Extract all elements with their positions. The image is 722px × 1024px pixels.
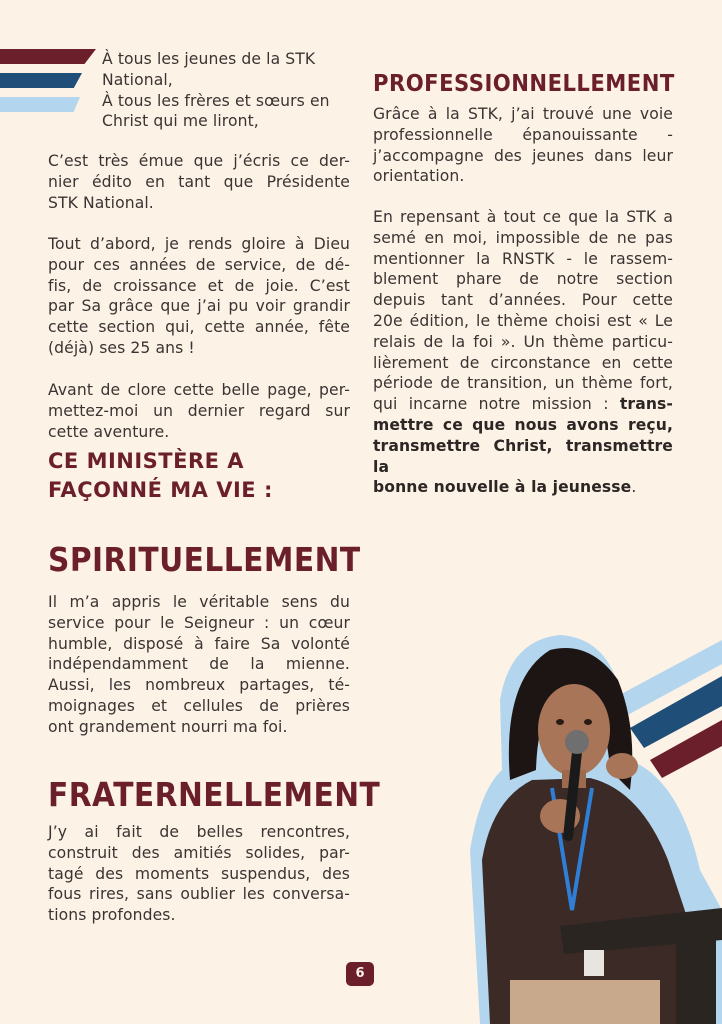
- text-line: semé en moi, impossible de ne pas: [373, 228, 673, 247]
- bold-fragment: trans-: [619, 395, 673, 414]
- text-line: lièrement de circonstance en cette: [373, 353, 673, 372]
- podium-leg: [676, 940, 716, 1024]
- text-line: cette section qui, cette année, fête: [48, 318, 350, 337]
- text-line-mixed: [373, 477, 673, 498]
- ministry-heading: [48, 447, 350, 505]
- professionnellement-text: [373, 104, 673, 187]
- text-line: moignages et cellules de prières: [48, 696, 350, 715]
- text-line: En repensant à tout ce que la STK a: [373, 208, 673, 226]
- pants: [510, 980, 660, 1024]
- greeting-line: Christ qui me liront,: [102, 112, 259, 131]
- greeting: [102, 49, 352, 132]
- speaker-photo: [440, 620, 722, 1024]
- text-line: relais de la foi ». Un thème particu-: [373, 332, 673, 351]
- text-line: construit des amitiés solides, par-: [48, 843, 350, 862]
- intro-paragraph-3: [48, 380, 350, 442]
- text-line: cette aventure.: [48, 422, 170, 441]
- text-line: Avant de clore cette belle page, per-: [48, 381, 350, 399]
- text-line: j’accompagne des jeunes dans leur: [373, 146, 673, 165]
- text-line: par Sa grâce que j’ai pu voir grandir: [48, 297, 350, 316]
- text-line: J’y ai fait de belles rencontres,: [48, 823, 350, 841]
- text-line: Aussi, les nombreux partages, té-: [48, 676, 350, 695]
- hand-right: [606, 753, 638, 779]
- deco-stripe-lightblue: [0, 97, 80, 112]
- text-line: Tout d’abord, je rends gloire à Dieu: [48, 235, 350, 253]
- text-line: Il m’a appris le véritable sens du: [48, 593, 350, 611]
- text-line: fous rires, sans oublier les conversa-: [48, 885, 350, 904]
- text-line: C’est très émue que j’écris ce der-: [48, 152, 350, 170]
- text-line: 20e édition, le thème choisi est « Le: [373, 311, 673, 330]
- text-line: tagé des moments suspendus, des: [48, 864, 350, 883]
- bold-fragment: bonne nouvelle à la jeunesse: [373, 478, 632, 497]
- page-number: 6: [346, 962, 374, 986]
- heading-line: FAÇONNÉ MA VIE :: [48, 478, 273, 502]
- text-line-bold: [373, 436, 673, 478]
- text-fragment: qui incarne notre mission :: [373, 395, 620, 414]
- deco-stripe-burgundy: [0, 49, 96, 64]
- rnstk-paragraph: [373, 207, 673, 498]
- text-line-bold: [373, 415, 673, 436]
- badge: [584, 950, 604, 976]
- text-line: Grâce à la STK, j’ai trouvé une voie: [373, 105, 673, 123]
- text-line: orientation.: [373, 167, 465, 186]
- heading-line: CE MINISTÈRE A: [48, 449, 245, 473]
- text-line: mentionner la RNSTK - le rassem-: [373, 249, 673, 268]
- bold-fragment: transmettre Christ, transmettre la: [373, 436, 673, 476]
- bold-fragment: mettre ce que nous avons reçu,: [373, 415, 673, 434]
- text-line: ont grandement nourri ma foi.: [48, 717, 288, 736]
- speaker-illustration: [440, 620, 722, 1024]
- text-fragment: .: [631, 478, 637, 497]
- text-line: blement phare de notre section: [373, 270, 673, 289]
- text-line: nier édito en tant que Présidente: [48, 172, 350, 191]
- spirituellement-heading: SPIRITUELLEMENT: [48, 540, 361, 579]
- fraternellement-heading: FRATERNELLEMENT: [48, 775, 381, 814]
- intro-paragraph-2: [48, 234, 350, 359]
- spirituellement-text: [48, 592, 350, 738]
- text-line: pour ces années de service, de dé-: [48, 255, 350, 274]
- text-line: fis, de croissance et de joie. C’est: [48, 276, 350, 295]
- professionnellement-heading: PROFESSIONNELLEMENT: [373, 71, 675, 97]
- text-line: mettez-moi un dernier regard sur: [48, 401, 350, 420]
- text-line: période de transition, un thème fort,: [373, 374, 673, 393]
- text-line: depuis tant d’années. Pour cette: [373, 291, 673, 310]
- text-line: humble, disposé à faire Sa volonté: [48, 634, 350, 653]
- text-line: tions profondes.: [48, 906, 176, 925]
- deco-stripe-navy: [0, 73, 82, 88]
- greeting-line: À tous les frères et sœurs en: [102, 91, 330, 110]
- intro-paragraph-1: [48, 151, 350, 213]
- greeting-line: À tous les jeunes de la STK: [102, 50, 316, 68]
- greeting-line: National,: [102, 70, 173, 89]
- fraternellement-text: [48, 822, 350, 926]
- text-line: STK National.: [48, 193, 154, 212]
- text-line: service pour le Seigneur : un cœur: [48, 613, 350, 632]
- text-line: indépendamment de la mienne.: [48, 655, 350, 674]
- text-line-mixed: [373, 394, 673, 415]
- text-line: (déjà) ses 25 ans !: [48, 338, 195, 357]
- text-line: professionnelle épanouissante -: [373, 125, 673, 144]
- mic-head: [565, 730, 589, 754]
